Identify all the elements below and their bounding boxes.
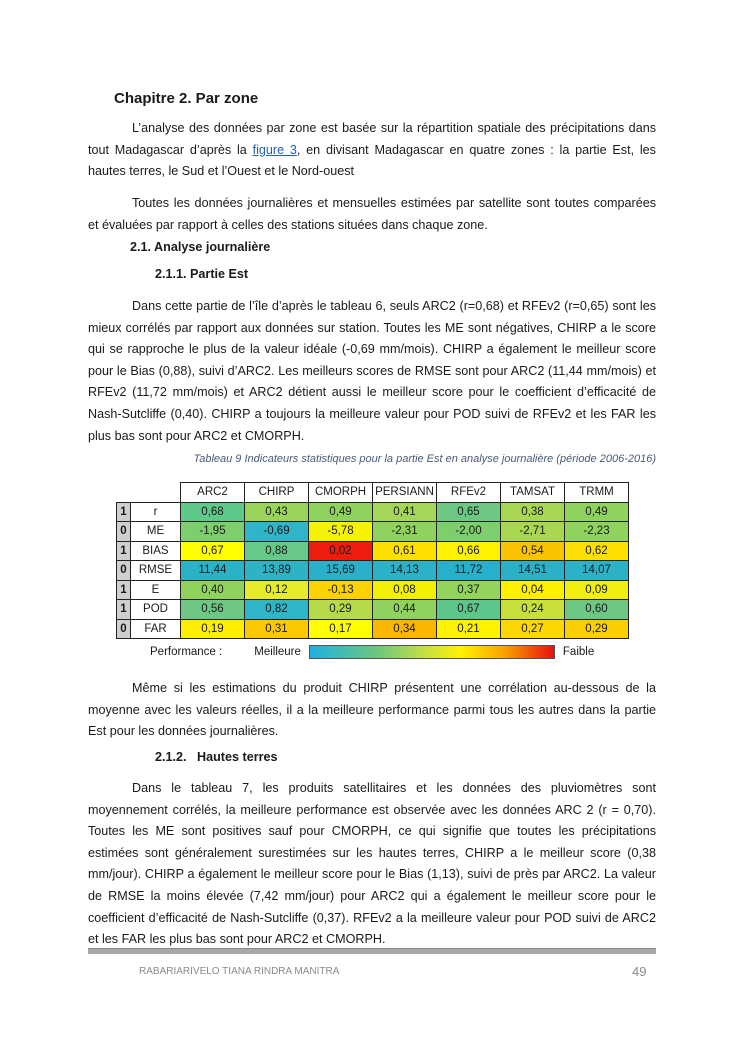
table-cell: 0,29 <box>565 619 629 639</box>
chapter-title: Chapitre 2. Par zone <box>114 90 259 107</box>
table-cell: 0,08 <box>373 580 437 600</box>
column-header: TRMM <box>565 483 629 503</box>
table-row <box>117 502 629 522</box>
legend-gradient-bar <box>309 645 555 659</box>
row-label: BIAS <box>131 541 181 561</box>
statistics-table <box>116 482 629 639</box>
section-title: Hautes terres <box>197 750 278 764</box>
row-label: RMSE <box>131 561 181 581</box>
table-cell: 13,89 <box>245 561 309 581</box>
table-cell: 14,51 <box>501 561 565 581</box>
row-index: 1 <box>117 502 131 522</box>
table-header-row <box>117 483 629 503</box>
paragraph-partie-est: Dans cette partie de l’île d’après le tableau 6, seuls ARC2 (r=0,68) et RFEv2 (r=0,65) sont les mieux corrélés par rapport aux données sur station. Toutes les ME sont négatives, CHIRP a le score qui se rapproche le plus de la valeur idéale (-0,69 mm/mois). CHIRP a également le meilleur score pour le Bias (0,88), suivi d’ARC2. Les meilleurs scores de RMSE sont pour ARC2 (11,44 mm/mois) et RFEv2 (11,72 mm/mois) et ARC2 détient aussi le meilleur score pour le coefficient d’efficacité de Nash-Sutcliffe (0,40). CHIRP a toujours la meilleure valeur pour POD suivi de RFEv2 et les FAR les plus bas sont pour ARC2 et CMORPH. <box>88 299 656 443</box>
table-cell: 0,49 <box>309 502 373 522</box>
table-cell: 0,09 <box>565 580 629 600</box>
table-cell: 0,67 <box>181 541 245 561</box>
column-header: CHIRP <box>245 483 309 503</box>
row-label: FAR <box>131 619 181 639</box>
row-label: E <box>131 580 181 600</box>
table-cell: 0,02 <box>309 541 373 561</box>
table-caption: Tableau 9 Indicateurs statistiques pour la partie Est en analyse journalière (période 2006-2016) <box>193 453 656 465</box>
table-cell: -5,78 <box>309 522 373 542</box>
table-cell: 0,62 <box>565 541 629 561</box>
table-cell: 0,37 <box>437 580 501 600</box>
table-cell: -0,13 <box>309 580 373 600</box>
table-cell: 0,66 <box>437 541 501 561</box>
table-cell: 0,34 <box>373 619 437 639</box>
table-cell: 0,27 <box>501 619 565 639</box>
table-cell: -2,71 <box>501 522 565 542</box>
footer-rule <box>88 948 656 954</box>
table-cell: 0,29 <box>309 600 373 620</box>
section-heading-2-1-2 <box>155 750 723 764</box>
table-cell: -2,00 <box>437 522 501 542</box>
table-cell: 0,44 <box>373 600 437 620</box>
intro-text-cont: , en divisant Madagascar en quatre zones : la partie Est, les hautes terres, le Sud et l’Ouest et le Nord-ouest <box>88 142 656 179</box>
table-cell: -1,95 <box>181 522 245 542</box>
table-cell: 0,24 <box>501 600 565 620</box>
paragraph-hautes-terres: Dans le tableau 7, les produits satellitaires et les données des pluviomètres sont moyennement corrélés, la meilleure performance est observée avec les données ARC 2 (r = 0,70). Toutes les ME sont positives sauf pour CMORPH, ce qui signifie que toutes les précipitations estimées sont généralement surestimées sur les hautes terres, CHIRP a le meilleur score (0,38 mm/jour). CHIRP a également le meilleur score pour le Bias (1,13), suivi de près par ARC2. La valeur de RMSE la moins élevée (7,42 mm/jour) pour ARC2 qui a également le meilleur score pour le coefficient d’efficacité de Nash-Sutcliffe (0,37). RFEv2 a la meilleure valeur pour POD suivi de ARC2 et les FAR les plus bas sont pour ARC2 et CMORPH. <box>88 781 656 947</box>
table-row <box>117 541 629 561</box>
table-row <box>117 561 629 581</box>
table-cell: 0,04 <box>501 580 565 600</box>
table-cell: -2,31 <box>373 522 437 542</box>
table-row <box>117 580 629 600</box>
table-cell: 11,72 <box>437 561 501 581</box>
row-index: 1 <box>117 541 131 561</box>
row-index: 1 <box>117 580 131 600</box>
table-cell: 0,65 <box>437 502 501 522</box>
table-row <box>117 619 629 639</box>
intro-text: L’analyse des données par zone est basée sur la répartition spatiale des précipitations dans tout Madagascar d’après la <box>88 121 656 157</box>
table-cell: -0,69 <box>245 522 309 542</box>
table-cell: 0,17 <box>309 619 373 639</box>
table-cell: -2,23 <box>565 522 629 542</box>
row-index: 1 <box>117 600 131 620</box>
table-cell: 0,49 <box>565 502 629 522</box>
row-label: POD <box>131 600 181 620</box>
legend-worst: Faible <box>562 646 595 658</box>
table-cell: 0,61 <box>373 541 437 561</box>
table-cell: 0,21 <box>437 619 501 639</box>
row-index: 0 <box>117 561 131 581</box>
table-cell: 14,07 <box>565 561 629 581</box>
table-cell: 0,82 <box>245 600 309 620</box>
legend-label: Performance : <box>150 646 223 658</box>
table-cell: 0,41 <box>373 502 437 522</box>
column-header: TAMSAT <box>501 483 565 503</box>
table-cell: 14,13 <box>373 561 437 581</box>
performance-legend <box>150 645 594 659</box>
table-cell: 0,67 <box>437 600 501 620</box>
footer-author: RABARIARIVELO TIANA RINDRA MANITRA <box>139 966 340 977</box>
intro-paragraph-2: Toutes les données journalières et mensuelles estimées par satellite sont toutes comparées et évaluées par rapport à celles des stations situées dans chaque zone. <box>88 196 656 232</box>
column-header: ARC2 <box>181 483 245 503</box>
table-cell: 0,54 <box>501 541 565 561</box>
section-number: 2.1.2. <box>155 750 187 764</box>
table-cell: 0,38 <box>501 502 565 522</box>
table-cell: 0,40 <box>181 580 245 600</box>
table-cell: 0,56 <box>181 600 245 620</box>
table-row <box>117 522 629 542</box>
legend-best: Meilleure <box>254 646 301 658</box>
section-heading-2-1-1: 2.1.1. Partie Est <box>155 267 249 281</box>
column-header: PERSIANN <box>373 483 437 503</box>
page-number: 49 <box>632 964 647 979</box>
table-corner <box>117 483 181 503</box>
table-cell: 0,43 <box>245 502 309 522</box>
table-cell: 11,44 <box>181 561 245 581</box>
table-row <box>117 600 629 620</box>
row-index: 0 <box>117 522 131 542</box>
table-cell: 0,19 <box>181 619 245 639</box>
row-label: ME <box>131 522 181 542</box>
row-index: 0 <box>117 619 131 639</box>
table-cell: 0,88 <box>245 541 309 561</box>
section-heading-2-1: 2.1. Analyse journalière <box>130 240 271 254</box>
column-header: RFEv2 <box>437 483 501 503</box>
table-cell: 15,69 <box>309 561 373 581</box>
row-label: r <box>131 502 181 522</box>
table-cell: 0,31 <box>245 619 309 639</box>
intro-paragraph-1 <box>88 118 656 183</box>
table-cell: 0,60 <box>565 600 629 620</box>
table-cell: 0,12 <box>245 580 309 600</box>
table-cell: 0,68 <box>181 502 245 522</box>
figure-3-link[interactable]: figure 3 <box>252 142 297 157</box>
column-header: CMORPH <box>309 483 373 503</box>
paragraph-chirp: Même si les estimations du produit CHIRP présentent une corrélation au-dessous de la moyenne avec les valeurs réelles, il a la meilleure performance parmi tous les autres dans la partie Est pour les données journalières. <box>88 681 656 739</box>
